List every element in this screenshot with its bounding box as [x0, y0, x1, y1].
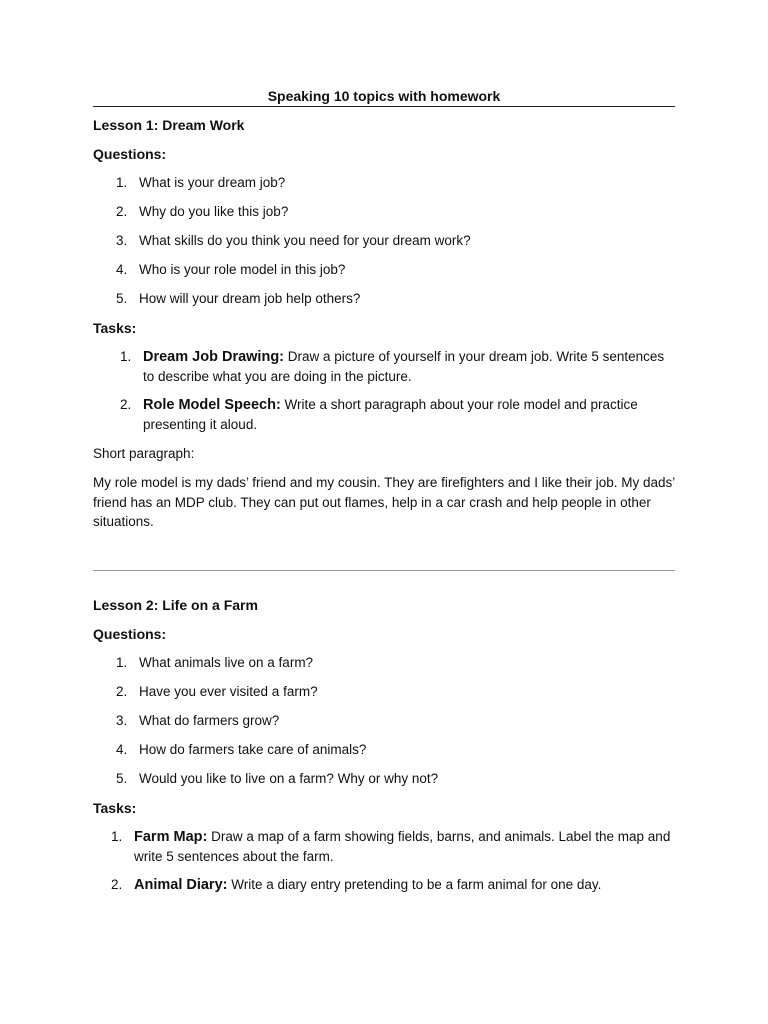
question-item	[93, 682, 675, 702]
document-title: Speaking 10 topics with homework	[267, 88, 501, 104]
task-number: 1.	[120, 349, 132, 364]
lesson-2-question-list	[93, 653, 675, 789]
question-number: 2.	[116, 684, 128, 699]
question-text: Have you ever visited a farm?	[139, 684, 318, 699]
question-text: Would you like to live on a farm? Why or why not?	[139, 771, 439, 786]
lesson-1-tasks-section	[93, 318, 675, 338]
question-item	[93, 769, 675, 789]
task-number: 2.	[120, 397, 132, 412]
lesson-2-task-2	[111, 875, 675, 895]
question-item	[93, 740, 675, 760]
question-item	[93, 260, 675, 280]
question-text: What do farmers grow?	[139, 713, 280, 728]
task-text: Write a short paragraph about your role model and practice presenting it aloud.	[143, 397, 638, 432]
question-item	[93, 653, 675, 673]
short-paragraph-label: Short paragraph:	[93, 446, 195, 461]
lesson-1-tasks-heading: Tasks:	[93, 320, 137, 336]
task-text: Draw a picture of yourself in your dream job. Write 5 sentences to describe what you are doing in the picture.	[143, 349, 665, 384]
lesson-1-question-list	[93, 173, 675, 309]
task-label: Role Model Speech:	[143, 397, 281, 413]
question-text: Who is your role model in this job?	[139, 262, 346, 277]
task-text: Draw a map of a farm showing fields, barns, and animals. Label the map and write 5 sentences about the farm.	[134, 829, 671, 864]
lesson-1-questions-heading: Questions:	[93, 146, 167, 162]
question-text: What animals live on a farm?	[139, 655, 314, 670]
question-number: 2.	[116, 204, 128, 219]
question-number: 1.	[116, 175, 128, 190]
question-text: What is your dream job?	[139, 175, 286, 190]
question-text: What skills do you think you need for your dream work?	[139, 233, 471, 248]
task-label: Dream Job Drawing:	[143, 349, 284, 365]
question-text: How will your dream job help others?	[139, 291, 361, 306]
lesson-2-task-1	[111, 827, 675, 867]
lesson-2-section	[93, 595, 675, 789]
question-number: 5.	[116, 291, 128, 306]
task-text: Write a diary entry pretending to be a farm animal for one day.	[227, 877, 602, 892]
task-number: 1.	[111, 829, 123, 844]
lesson-2-heading: Lesson 2: Life on a Farm	[93, 597, 258, 613]
question-number: 4.	[116, 742, 128, 757]
section-divider	[93, 570, 675, 571]
lesson-2-tasks-section	[93, 798, 675, 818]
lesson-2-tasks-heading: Tasks:	[93, 800, 137, 816]
question-text: How do farmers take care of animals?	[139, 742, 367, 757]
lesson-1-task-2	[120, 395, 675, 435]
question-number: 4.	[116, 262, 128, 277]
short-paragraph-text: My role model is my dads’ friend and my cousin. They are firefighters and I like their job. My dads’ friend has an MDP club. They can put out flames, help in a car crash and help people in other situations.	[93, 475, 675, 529]
lesson-1-heading: Lesson 1: Dream Work	[93, 117, 245, 133]
task-number: 2.	[111, 877, 123, 892]
question-text: Why do you like this job?	[139, 204, 289, 219]
question-item	[93, 231, 675, 251]
short-paragraph-block	[93, 473, 675, 532]
question-item	[93, 202, 675, 222]
question-item	[93, 289, 675, 309]
lesson-2-questions-heading: Questions:	[93, 626, 167, 642]
task-label: Animal Diary:	[134, 877, 228, 893]
question-number: 1.	[116, 655, 128, 670]
question-number: 5.	[116, 771, 128, 786]
question-item	[93, 173, 675, 193]
lesson-1-section	[93, 115, 675, 309]
lesson-1-task-1	[120, 347, 675, 387]
question-item	[93, 711, 675, 731]
question-number: 3.	[116, 233, 128, 248]
title-underline	[93, 106, 675, 107]
short-paragraph-label-block	[93, 444, 675, 464]
task-label: Farm Map:	[134, 829, 208, 845]
question-number: 3.	[116, 713, 128, 728]
